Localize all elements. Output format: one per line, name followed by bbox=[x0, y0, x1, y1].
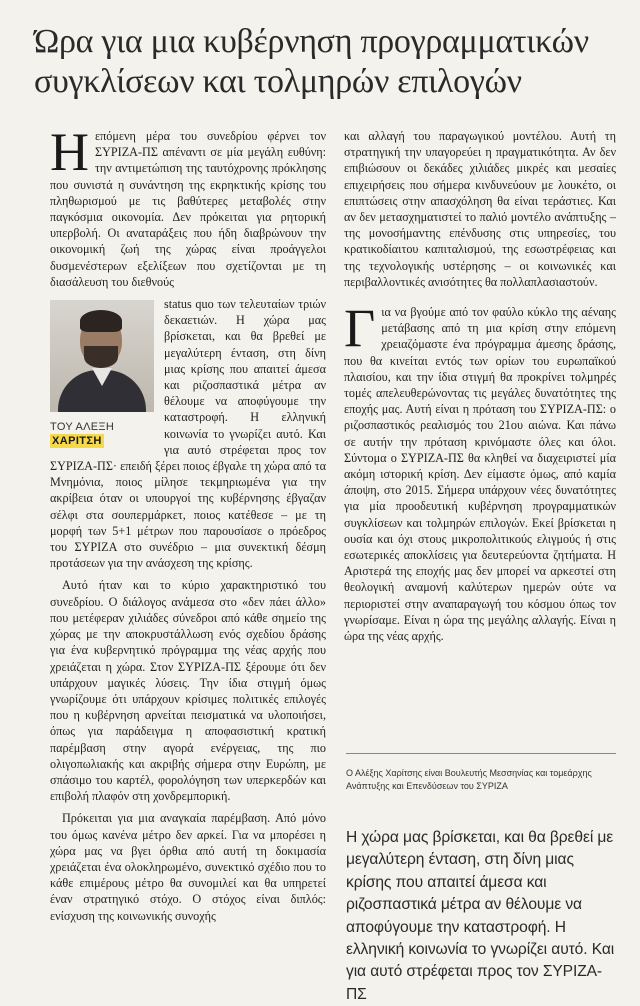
author-photo bbox=[50, 300, 154, 412]
byline bbox=[50, 420, 156, 448]
article-column-left bbox=[50, 128, 326, 1005]
article-paragraph-4 bbox=[344, 298, 616, 644]
byline-surname: ΧΑΡΙΤΣΗ bbox=[52, 435, 102, 448]
byline-prefix: ΤΟΥ ΑΛΕΞΗ bbox=[50, 421, 115, 434]
paragraph-4-text: ια να βγούμε από τον φαύλο κύκλο της αέναης μετάβασης από τη μια κρίση στην επόμενη χρειαζόμαστε ένα πρόγραμμα άμεσης δράσης, που θα κινείται εντός των ορίων του ευρωπαϊκού πλαισίου, και την ίδια στιγμή θα προκρίνει τολμηρές τομές απελευθερώνοντας τις μεγάλες δυνατότητες της εποχής μας. Αυτή είναι η πρόταση του ΣΥΡΙΖΑ-ΠΣ: ο ριζοσπαστικός ρεαλισμός του 21ου αιώνα. Και πάνω σε αυτήν την πρόταση κρινόμαστε όλες και όλοι. Σύντομα ο ΣΥΡΙΖΑ-ΠΣ θα κληθεί να διαχειριστεί μία ακόμη ιστορική κρίση. Δεν είμαστε όμως, από καμία άποψη, στο 2015. Σήμερα υπάρχουν νέες δυνατότητες για μία προοδευτική κυβέρνηση προγραμματικών συγκλίσεων και τολμηρών επιλογών. Εκεί βρίσκεται η ουσία και όχι στους μικροπολιτικούς ελιγμούς ή στις εσωτερικές αποκλίσεις για δευτερεύοντα ζητήματα. Η Αριστερά της εποχής μας δεν μπορεί να αρκεστεί στη θεολογική αναμονή καλύτερων ημερών ούτε να περιοριστεί στην αναπαραγωγή του κόσμου όπως τον γνωρίσαμε. Είναι η ώρα της μεγάλης αλλαγής. Είναι η ώρα της νέας αρχής. bbox=[344, 305, 616, 644]
note-divider bbox=[346, 753, 616, 754]
article-paragraph-1 bbox=[50, 128, 326, 290]
article-paragraph-3: Πρόκειται για μια αναγκαία παρέμβαση. Από μόνο του όμως κανένα μέτρο δεν αρκεί. Για να μπορέσει η χώρα μας να βγει όρθια από αυτή τη δοκιμασία χρειάζεται ένα ολοκληρωμένο, συνεκτικό σχέδιο που το κάθε επιμέρους μέτρο θα συνομιλεί και θα υπηρετεί έναν στρατηγικό στόχο. Ο στόχος είναι διπλός: ενίσχυση της κοινωνικής συνοχής bbox=[50, 811, 326, 923]
paragraph-1-start: επόμενη μέρα του συνεδρίου φέρνει τον ΣΥΡΙΖΑ-ΠΣ απέναντι σε μία μεγάλη ευθύνη: την αντιμετώπιση της ταυτόχρονης πρόκλησης που συνιστά η συνάντηση της εκρηκτικής κρίσης του πληθωρισμού με τις βαθύτερες μεταβολές στην παγκόσμια οικονομία. Δεν πρόκειται για ρητορική υπερβολή. Οι αναταράξεις που ήδη διαβρώνουν την οικονομική ζωή της χώρας είναι προάγγελοι δυσμενέστερων εξελίξεων που σχετίζονται με τη διασάλευση του διεθνούς bbox=[50, 129, 326, 289]
headline-line-1: Ώρα για μια κυβέρνηση προγραμματικών bbox=[34, 23, 589, 60]
drop-cap: Η bbox=[50, 128, 89, 182]
article-column-right bbox=[344, 128, 616, 650]
author-photo-block bbox=[50, 300, 156, 450]
article-paragraph-3-cont: και αλλαγή του παραγωγικού μοντέλου. Αυτή τη στρατηγική την υπαγορεύει η πραγματικότητα. Αν δεν επιβιώσουν οι δεκάδες χιλιάδες μικρές και μεσαίες επιχειρήσεις που σήμερα κινδυνεύουν με λουκέτο, οι επιπτώσεις στην απασχόληση θα είναι τεράστιες. Και αν δεν μετασχηματιστεί το παλιό μοντέλο ανάπτυξης – της μονοσήμαντης επένδυσης στις υπηρεσίες, του κρατικοδίαιτου καπιταλισμού, της εσωστρέφειας και της τεχνολογικής υστέρησης – οι κοινωνικές και περιβαλλοντικές ανισότητες θα πολλαπλασιαστούν. bbox=[344, 129, 616, 289]
headline bbox=[34, 22, 624, 102]
pull-quote: Η χώρα μας βρίσκεται, και θα βρεθεί με μεγαλύτερη ένταση, στη δίνη μιας κρίσης που απαιτεί άμεσα και ριζοσπαστικά μέτρα αν θέλουμε να αποφύγουμε την καταστροφή. Η ελληνική κοινωνία το γνωρίζει αυτό. Και για αυτό στρέφεται προς τον ΣΥΡΙΖΑ-ΠΣ bbox=[346, 829, 615, 1003]
article-paragraph-2: Αυτό ήταν και το κύριο χαρακτηριστικό του συνεδρίου. Ο διάλογος ανάμεσα στο «δεν πάει άλλο» που μετέφεραν χιλιάδες σύνεδροι από κάθε σημείο της χώρας με την αποκρυστάλλωση ενός σχεδίου δράσης για ένα κυβερνητικό πρόγραμμα της νέας αρχής που χρειάζεται η χώρα. Στον ΣΥΡΙΖΑ-ΠΣ ξέρουμε ότι δεν υπάρχουν μαγικές λύσεις. Την ίδια στιγμή όμως γνωρίζουμε ότι υπάρχουν κρίσιμες πολιτικές επιλογές που η κυβέρνηση αρνείται πεισματικά να υλοποιήσει, όπως για παράδειγμα η αποφασιστική κρατική παρέμβαση στην αγορά ενέργειας, της πιο ολιγοπωλιακής και ακριβής σήμερα στην Ευρώπη, με σπάσιμο του καρτέλ, φορολόγηση των υπερκερδών και επιβολή πλαφόν στη χονδρεμπορική. bbox=[50, 578, 326, 804]
headline-line-2: συγκλίσεων και τολμηρών επιλογών bbox=[34, 63, 522, 100]
drop-cap-2: Γ bbox=[344, 298, 376, 359]
author-note: Ο Αλέξης Χαρίτσης είναι Βουλευτής Μεσσηνίας και τομεάρχης Ανάπτυξης και Επενδύσεων του ΣΥΡΙΖΑ bbox=[346, 768, 592, 791]
article-paragraph-1-cont: status quo των τελευταίων τριών δεκαετιών. Η χώρα μας βρίσκεται, και θα βρεθεί με μεγαλύτερη ένταση, στη δίνη μιας κρίσης που απαιτεί άμεσα και ριζοσπαστικά μέτρα αν θέλουμε να αποφύγουμε την καταστροφή. Η ελληνική κοινωνία το γνωρίζει αυτό. Και για αυτό στρέφεται προς τον ΣΥΡΙΖΑ-ΠΣ· επειδή ξέρει ποιος έβγαλε τη χώρα από τα Μνημόνια, ποιος μίλησε τεκμηριωμένα για την ακρίβεια όταν οι υπουργοί της κυβέρνησης έβγαζαν σέλφι στα σουπερμάρκετ, ποιος κατέθεσε – με τη μορφή των 5+1 μέτρων που παρουσίασε ο πρόεδρος του ΣΥΡΙΖΑ στο συνέδριο – μια συνεκτική δέσμη προτάσεων για την ανάσχεση της κρίσης. bbox=[50, 297, 326, 571]
